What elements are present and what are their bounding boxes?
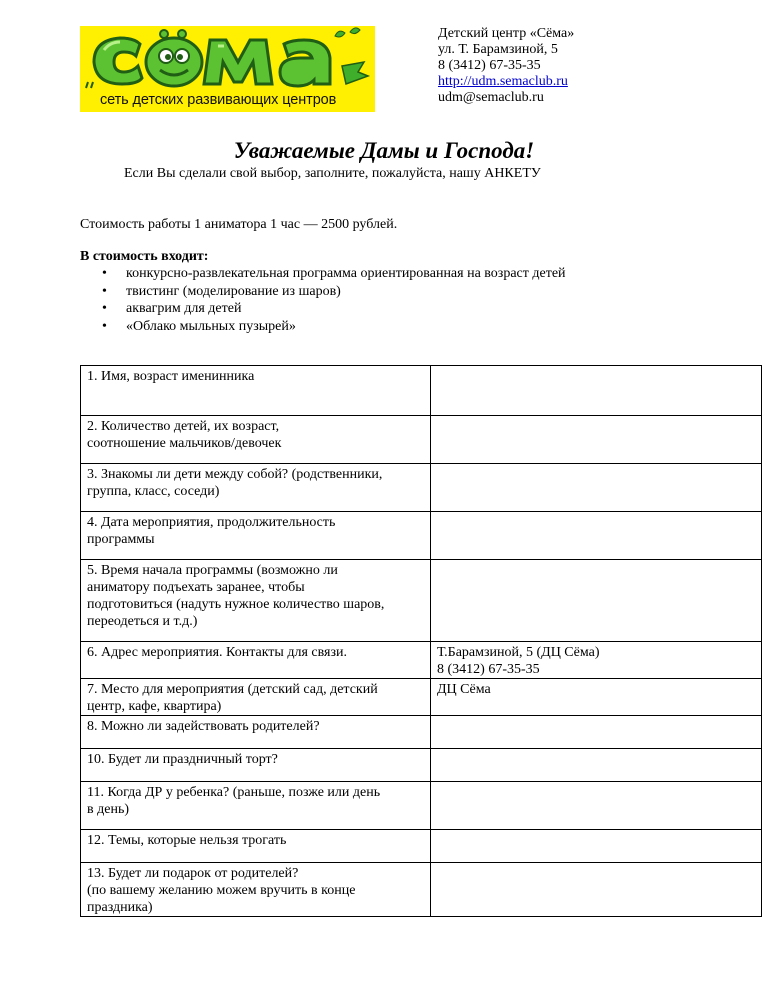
question-text: 1. Имя, возраст именинника bbox=[87, 369, 255, 384]
question-cell bbox=[81, 560, 431, 642]
question-text: центр, кафе, квартира) bbox=[87, 699, 222, 714]
form-row bbox=[81, 464, 762, 512]
includes-item: • твистинг (моделирование из шаров) bbox=[102, 283, 341, 299]
question-cell bbox=[81, 863, 431, 917]
question-cell bbox=[81, 464, 431, 512]
answer-cell[interactable] bbox=[431, 716, 762, 749]
question-text: подготовиться (надуть нужное количество шаров, bbox=[87, 597, 385, 612]
question-text: 5. Время начала программы (возможно ли bbox=[87, 563, 338, 578]
answer-cell[interactable] bbox=[431, 560, 762, 642]
answer-text: ДЦ Сёма bbox=[437, 682, 491, 697]
answer-cell[interactable] bbox=[431, 782, 762, 830]
question-text: 8. Можно ли задействовать родителей? bbox=[87, 719, 320, 734]
form-row bbox=[81, 863, 762, 917]
form-row bbox=[81, 560, 762, 642]
includes-list bbox=[80, 265, 566, 335]
form-row bbox=[81, 716, 762, 749]
answer-cell[interactable] bbox=[431, 366, 762, 416]
question-text: 6. Адрес мероприятия. Контакты для связи. bbox=[87, 645, 347, 660]
question-cell bbox=[81, 416, 431, 464]
form-row bbox=[81, 416, 762, 464]
question-cell bbox=[81, 679, 431, 716]
answer-text: 8 (3412) 67-35-35 bbox=[437, 662, 540, 677]
form-row bbox=[81, 366, 762, 416]
question-text: (по вашему желанию можем вручить в конце bbox=[87, 883, 356, 898]
contact-phone: 8 (3412) 67-35-35 bbox=[438, 58, 541, 73]
answer-cell[interactable] bbox=[431, 679, 762, 716]
question-cell bbox=[81, 830, 431, 863]
logo-caption: сеть детских развивающих центров bbox=[100, 92, 337, 108]
contact-street: ул. Т. Барамзиной, 5 bbox=[438, 42, 558, 57]
form-row bbox=[81, 749, 762, 782]
question-text: 3. Знакомы ли дети между собой? (родственники, bbox=[87, 467, 383, 482]
question-cell bbox=[81, 366, 431, 416]
question-cell bbox=[81, 782, 431, 830]
page-title: Уважаемые Дамы и Господа! bbox=[233, 138, 535, 163]
question-text: в день) bbox=[87, 802, 129, 817]
question-cell bbox=[81, 716, 431, 749]
bullet-icon: • bbox=[102, 301, 107, 316]
question-text: 11. Когда ДР у ребенка? (раньше, позже или день bbox=[87, 785, 381, 800]
contact-email: udm@semaclub.ru bbox=[438, 90, 544, 105]
includes-item: • конкурсно-развлекательная программа ориентированная на возраст детей bbox=[102, 266, 566, 281]
question-text: группа, класс, соседи) bbox=[87, 484, 220, 499]
answer-cell[interactable] bbox=[431, 749, 762, 782]
question-text: 7. Место для мероприятия (детский сад, детский bbox=[87, 682, 378, 697]
question-text: 4. Дата мероприятия, продолжительность bbox=[87, 515, 336, 530]
bullet-icon: • bbox=[102, 318, 107, 334]
includes-heading: В стоимость входит: bbox=[80, 249, 209, 264]
answer-cell[interactable] bbox=[431, 464, 762, 512]
question-text: 12. Темы, которые нельзя трогать bbox=[87, 833, 287, 848]
answer-cell[interactable] bbox=[431, 863, 762, 917]
includes-item: • аквагрим для детей bbox=[102, 301, 242, 316]
includes-item: • «Облако мыльных пузырей» bbox=[102, 318, 296, 334]
question-cell bbox=[81, 749, 431, 782]
question-text: 10. Будет ли праздничный торт? bbox=[87, 752, 278, 767]
bullet-icon: • bbox=[102, 283, 107, 299]
answer-cell[interactable] bbox=[431, 642, 762, 679]
question-text: аниматору подъехать заранее, чтобы bbox=[87, 580, 305, 595]
question-text: 2. Количество детей, их возраст, bbox=[87, 419, 280, 434]
question-cell bbox=[81, 512, 431, 560]
questionnaire-table bbox=[80, 365, 762, 917]
question-text: праздника) bbox=[87, 900, 153, 915]
question-text: соотношение мальчиков/девочек bbox=[87, 436, 282, 451]
price-text: Стоимость работы 1 аниматора 1 час — 2500 рублей. bbox=[80, 217, 398, 232]
contact-block bbox=[438, 26, 574, 106]
contact-name: Детский центр «Сёма» bbox=[438, 26, 575, 41]
question-text: программы bbox=[87, 532, 155, 547]
page-subtitle: Если Вы сделали свой выбор, заполните, пожалуйста, нашу АНКЕТУ bbox=[124, 166, 541, 181]
form-row bbox=[81, 512, 762, 560]
website-link[interactable]: http://udm.semaclub.ru bbox=[438, 74, 568, 89]
question-text: 13. Будет ли подарок от родителей? bbox=[87, 866, 299, 881]
bullet-icon: • bbox=[102, 266, 107, 281]
question-cell bbox=[81, 642, 431, 679]
answer-text: Т.Барамзиной, 5 (ДЦ Сёма) bbox=[437, 645, 600, 660]
form-row bbox=[81, 830, 762, 863]
answer-cell[interactable] bbox=[431, 512, 762, 560]
form-row bbox=[81, 642, 762, 679]
form-row bbox=[81, 782, 762, 830]
question-text: переодеться и т.д.) bbox=[87, 614, 198, 629]
company-logo bbox=[80, 26, 375, 112]
form-row bbox=[81, 679, 762, 716]
answer-cell[interactable] bbox=[431, 830, 762, 863]
answer-cell[interactable] bbox=[431, 416, 762, 464]
